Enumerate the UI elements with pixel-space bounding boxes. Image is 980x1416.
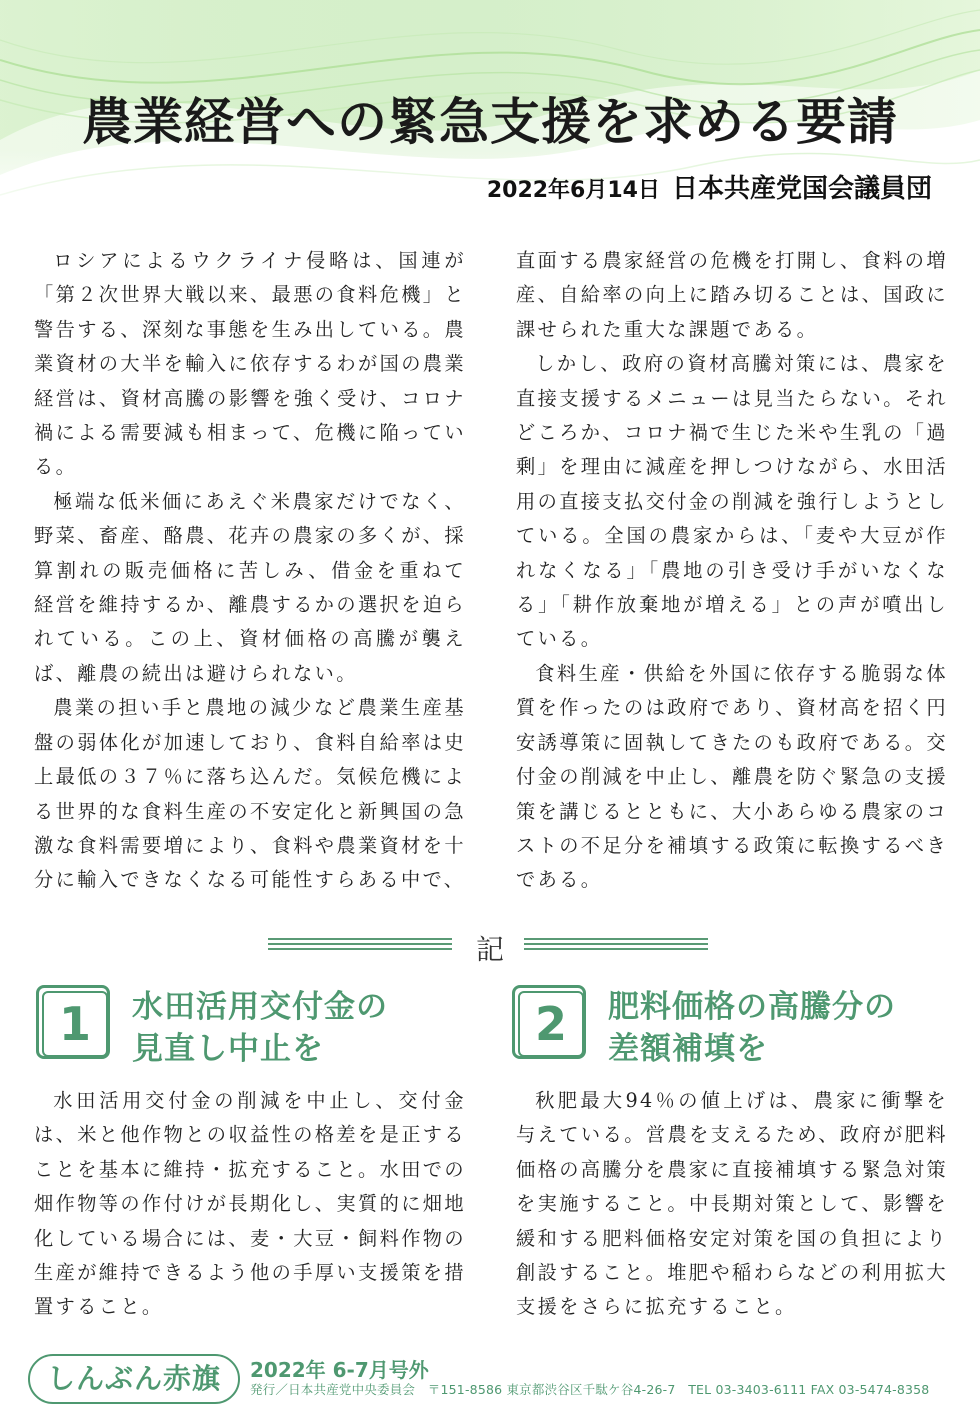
issue-label: 2022年 6-7月号外	[250, 1358, 429, 1382]
item-number: 2	[518, 991, 584, 1057]
issuer-org: 日本共産党国会議員団	[671, 174, 932, 204]
right-column	[516, 244, 948, 898]
paragraph: 食料生産・供給を外国に依存する脆弱な体質を作ったのは政府であり、資材高を招く円安誘導策に固執してきたのも政府である。交付金の削減を中止し、離農を防ぐ緊急の支援策を講じるとともに、大小あらゆる農家のコストの不足分を補填する政策に転換するべきである。	[516, 661, 948, 892]
paragraph: 農業の担い手と農地の減少など農業生産基盤の弱体化が加速しており、食料自給率は史上最低の３７％に落ち込んだ。気候危機による世界的な食料生産の不安定化と新興国の急激な食料需要増により、食料や農業資材を十分に輸入できなくなる可能性すらある中で、	[34, 696, 466, 892]
paragraph-continuation: 直面する農家経営の危機を打開し、食料の増産、自給率の向上に踏み切ることは、国政に課せられた重大な課題である。	[516, 249, 948, 341]
newspaper-logo: しんぶん赤旗	[28, 1354, 240, 1404]
item-title-line: 肥料価格の高騰分の	[608, 989, 896, 1025]
item-title-line: 水田活用交付金の	[132, 989, 388, 1025]
item-body	[34, 1084, 466, 1325]
issue-date: 2022年6月14日	[486, 178, 660, 203]
item-number-badge	[512, 985, 588, 1061]
footer	[0, 1350, 980, 1416]
item-title-line: 見直し中止を	[132, 1031, 324, 1067]
ki-divider	[0, 928, 980, 966]
divider-lines-left	[268, 938, 452, 952]
item-title-line: 差額補填を	[608, 1031, 768, 1067]
page-title: 農業経営への緊急支援を求める要請	[82, 93, 898, 151]
item-number-badge	[36, 985, 112, 1061]
paragraph: 秋肥最大94％の値上げは、農家に衝撃を与えている。営農を支えるため、政府が肥料価格の高騰分を農家に直接補填する緊急対策を実施すること。中長期対策として、影響を緩和する肥料価格安定対策を国の負担により創設すること。堆肥や稲わらなどの利用拡大支援をさらに拡充すること。	[516, 1089, 948, 1319]
item-title	[132, 986, 388, 1070]
paragraph: しかし、政府の資材高騰対策には、農家を直接支援するメニューは見当たらない。それどころか、コロナ禍で生じた米や生乳の「過剰」を理由に減産を押しつけながら、水田活用の直接支払交付金の削減を強行しようとしている。全国の農家からは、「麦や大豆が作れなくなる」「農地の引き受け手がいなくなる」「耕作放棄地が増える」との声が噴出している。	[516, 352, 948, 651]
paragraph: 水田活用交付金の削減を中止し、交付金は、米と他作物との収益性の格差を是正することを基本に維持・拡充すること。水田での畑作物等の作付けが長期化し、実質的に畑地化している場合には、麦・大豆・飼料作物の生産が維持できるよう他の手厚い支援策を措置すること。	[34, 1089, 466, 1319]
left-column	[34, 244, 466, 898]
item-number: 1	[42, 991, 108, 1057]
item-title	[608, 986, 896, 1070]
divider-lines-right	[524, 938, 708, 952]
byline	[487, 168, 932, 205]
header-banner	[0, 0, 980, 220]
publisher-info: 発行／日本共産党中央委員会 〒151-8586 東京都渋谷区千駄ケ谷4-26-7 TEL 03-3403-6111 FAX 03-5474-8358	[250, 1382, 930, 1397]
paragraph: ロシアによるウクライナ侵略は、国連が「第２次世界大戦以来、最悪の食料危機」と警告する、深刻な事態を生み出している。農業資材の大半を輸入に依存するわが国の農業経営は、資材高騰の影響を強く受け、コロナ禍による需要減も相まって、危機に陥っている。	[34, 249, 466, 479]
paragraph: 極端な低米価にあえぐ米農家だけでなく、野菜、畜産、酪農、花卉の農家の多くが、採算割れの販売価格に苦しみ、借金を重ねて経営を維持するか、離農するかの選択を迫られている。この上、資材価格の高騰が襲えば、離農の続出は避けられない。	[34, 489, 466, 685]
ki-label: 記	[475, 933, 504, 966]
item-body	[516, 1084, 948, 1325]
